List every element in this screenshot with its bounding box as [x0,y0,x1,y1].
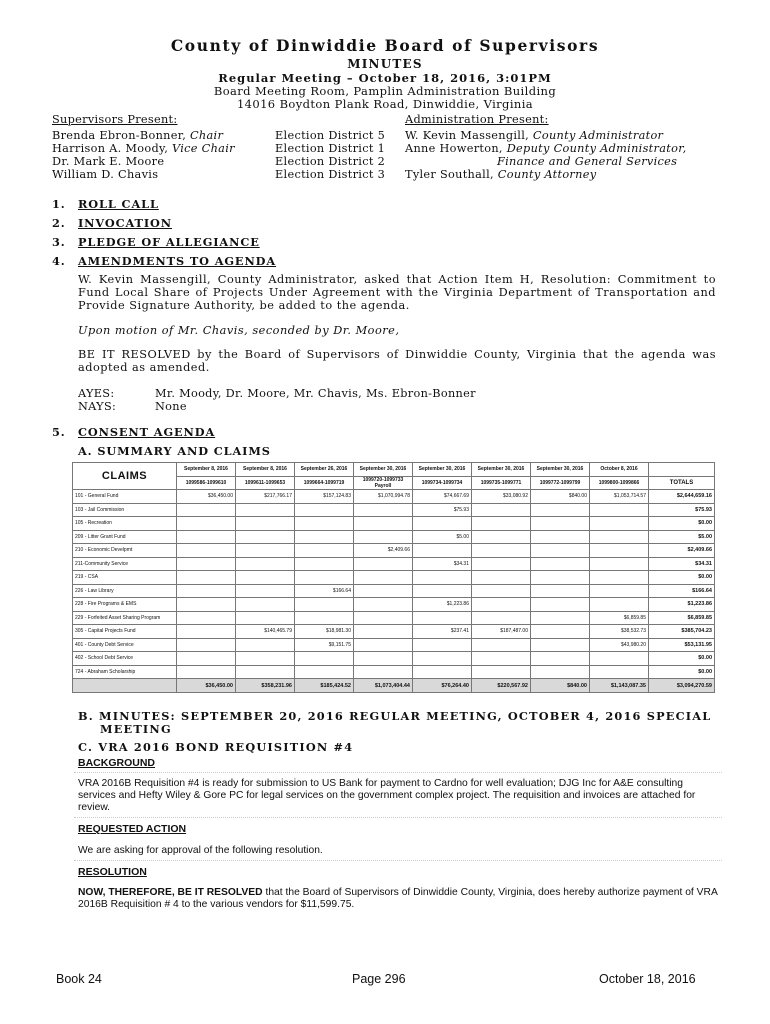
table-row [73,665,715,679]
amount-cell [236,638,295,652]
amount-cell [531,625,590,639]
amount-cell [590,544,649,558]
section-pledge: 3. PLEDGE OF ALLEGIANCE [52,235,260,249]
row-total-cell: $385,704.23 [649,625,715,639]
divider [74,817,722,819]
admin-name: Finance and General Services [497,155,678,168]
column-date: September 30, 2016 [413,463,472,477]
supervisor-name: Dr. Mark E. Moore [52,155,165,168]
column-date: September 26, 2016 [295,463,354,477]
amount-cell [236,544,295,558]
vra-item-heading: C. VRA 2016 BOND REQUISITION #4 [78,740,354,754]
amount-cell [236,557,295,571]
amount-cell [236,571,295,585]
amount-cell: $38,532.73 [590,625,649,639]
table-row [73,530,715,544]
amount-cell [177,557,236,571]
amount-cell [177,517,236,531]
amount-cell [354,571,413,585]
table-row [73,625,715,639]
amount-cell [413,652,472,666]
amount-cell: $237.41 [413,625,472,639]
amount-cell [236,584,295,598]
requested-action-heading: REQUESTED ACTION [78,823,187,835]
column-range: 1099611-1099653 [236,476,295,490]
address-line: 14016 Boydton Plank Road, Dinwiddie, Virginia [236,97,534,111]
column-date: October 8, 2016 [590,463,649,477]
footer-date: October 18, 2016 [599,972,696,986]
row-total-cell: $0.00 [649,652,715,666]
amount-cell [295,503,354,517]
fund-name-cell: 401 - County Debt Service [73,638,177,652]
fund-name-cell: 228 - Fire Programs & EMS [73,598,177,612]
amount-cell [531,611,590,625]
amount-cell [531,530,590,544]
amount-cell [590,517,649,531]
amount-cell [531,557,590,571]
table-row [73,638,715,652]
supervisor-name: Harrison A. Moody, Vice Chair [52,142,235,155]
amount-cell: $18,981.30 [295,625,354,639]
amount-cell: $157,124.83 [295,490,354,504]
resolution-text: NOW, THEREFORE, BE IT RESOLVED that the Board of Supervisors of Dinwiddie County, Virginia, does hereby authorize payment of VRA 2016B Requisition # 4 to the various vendors for $11,599.75. [78,887,718,910]
amount-cell: $187,487.00 [472,625,531,639]
amount-cell [472,557,531,571]
row-total-cell: $0.00 [649,665,715,679]
grand-total-cell: $1,073,404.44 [354,679,413,693]
amount-cell [413,517,472,531]
amount-cell [472,652,531,666]
claims-table [72,462,715,693]
amount-cell [413,571,472,585]
column-totals: TOTALS [649,476,715,490]
amount-cell: $33,080.92 [472,490,531,504]
amount-cell [472,665,531,679]
summary-claims-heading: A. SUMMARY AND CLAIMS [78,444,271,458]
fund-name-cell: 229 - Forfeited Asset Sharing Program [73,611,177,625]
row-total-cell: $0.00 [649,571,715,585]
table-row [73,598,715,612]
amount-cell: $166.64 [295,584,354,598]
amount-cell [177,652,236,666]
grand-total-cell: $840.00 [531,679,590,693]
amount-cell [472,638,531,652]
table-row [73,490,715,504]
amount-cell [472,530,531,544]
column-date: September 8, 2016 [177,463,236,477]
amount-cell: $34.31 [413,557,472,571]
fund-name-cell: 211-Community Service [73,557,177,571]
amount-cell [531,598,590,612]
ayes-label: AYES: [78,387,115,400]
fund-name-cell: 219 - CSA [73,571,177,585]
row-total-cell: $34.31 [649,557,715,571]
claims-grand-total-row [73,679,715,693]
amount-cell [590,530,649,544]
amount-cell [236,665,295,679]
fund-name-cell: 103 - Jail Commission [73,503,177,517]
fund-name-cell: 210 - Economic Develpmt [73,544,177,558]
amount-cell [177,544,236,558]
grand-total-cell: $185,424.52 [295,679,354,693]
column-range: 1099586-1099610 [177,476,236,490]
meeting-line: Regular Meeting – October 18, 2016, 3:01PM [218,71,552,85]
amount-cell [236,611,295,625]
amount-cell [177,530,236,544]
amount-cell [531,503,590,517]
room-line: Board Meeting Room, Pamplin Administration Building [213,84,557,98]
table-row [73,517,715,531]
supervisors-label: Supervisors Present: [52,113,178,126]
column-range: 1099664-1099719 [295,476,354,490]
section-roll-call: 1. ROLL CALL [52,197,159,211]
amount-cell [590,557,649,571]
supervisor-name: Brenda Ebron-Bonner, Chair [52,129,224,142]
district-label: Election District 5 [275,129,386,142]
amount-cell: $43,980.20 [590,638,649,652]
amount-cell: $140,465.79 [236,625,295,639]
amount-cell [177,598,236,612]
amount-cell [354,625,413,639]
amount-cell [354,517,413,531]
amount-cell [177,584,236,598]
amount-cell [177,571,236,585]
column-range: 1099720-1099733 Payroll [354,476,413,490]
amount-cell: $217,766.17 [236,490,295,504]
grand-total-value: $3,094,270.59 [649,679,715,693]
amount-cell [413,638,472,652]
amount-cell: $2,409.66 [354,544,413,558]
row-total-cell: $166.64 [649,584,715,598]
section-amendments: 4. AMENDMENTS TO AGENDA [52,254,277,268]
amount-cell [295,598,354,612]
amount-cell [590,571,649,585]
amount-cell [295,611,354,625]
row-total-cell: $2,644,659.16 [649,490,715,504]
amount-cell [354,557,413,571]
amount-cell [531,584,590,598]
column-date: September 30, 2016 [531,463,590,477]
resolved-paragraph: BE IT RESOLVED by the Board of Supervisors of Dinwiddie County, Virginia that the agenda was adopted as amended. [78,348,716,374]
district-label: Election District 1 [275,142,386,155]
amount-cell [354,611,413,625]
amount-cell [177,503,236,517]
amount-cell [531,638,590,652]
table-row [73,557,715,571]
amount-cell [354,598,413,612]
amount-cell [472,503,531,517]
amount-cell: $9,151.75 [295,638,354,652]
amount-cell: $840.00 [531,490,590,504]
amount-cell [531,544,590,558]
table-row [73,571,715,585]
amount-cell: $36,450.00 [177,490,236,504]
page-title: County of Dinwiddie Board of Supervisors [170,36,600,55]
supervisor-name: William D. Chavis [52,168,159,181]
amount-cell [295,652,354,666]
minutes-item-heading-cont: MEETING [100,722,172,736]
amount-cell [177,665,236,679]
fund-name-cell: 724 - Abraham Scholarship [73,665,177,679]
amount-cell: $75.93 [413,503,472,517]
minutes-heading: MINUTES [347,57,423,71]
amount-cell [590,652,649,666]
motion-line: Upon motion of Mr. Chavis, seconded by Dr. Moore, [78,324,400,337]
amount-cell [236,530,295,544]
amount-cell: $1,223.86 [413,598,472,612]
admin-name: W. Kevin Massengill, County Administrator [405,129,664,142]
column-totals-blank [649,463,715,477]
footer-book: Book 24 [56,972,102,986]
column-range: 1099800-1099866 [590,476,649,490]
section-invocation: 2. INVOCATION [52,216,173,230]
table-row [73,611,715,625]
amount-cell [354,652,413,666]
background-heading: BACKGROUND [78,757,155,769]
admin-name: Tyler Southall, County Attorney [405,168,597,181]
nays-label: NAYS: [78,400,117,413]
amount-cell [295,544,354,558]
amount-cell [413,611,472,625]
column-date: September 8, 2016 [236,463,295,477]
amount-cell: $6,859.85 [590,611,649,625]
amendment-paragraph: W. Kevin Massengill, County Administrator, asked that Action Item H, Resolution: Commitment to Fund Local Share of Projects Under Agreement with the Virginia Department of Transportation and Provide Signature Authority, be added to the agenda. [78,273,716,312]
amount-cell [531,652,590,666]
amount-cell [177,625,236,639]
footer-page: Page 296 [352,972,406,986]
background-text: VRA 2016B Requisition #4 is ready for submission to US Bank for payment to Cardno for well evaluation; DJG Inc for A&E consulting services and Hefty Wiley & Gore PC for legal services on the government complex project. The requisition and invoices are attached for review. [78,778,696,813]
amount-cell [236,503,295,517]
fund-name-cell: 305 - Capital Projects Fund [73,625,177,639]
amount-cell: $74,667.69 [413,490,472,504]
amount-cell [413,584,472,598]
row-total-cell: $1,223.86 [649,598,715,612]
amount-cell [295,557,354,571]
admin-name: Anne Howerton, Deputy County Administrator, [405,142,687,155]
amount-cell [472,544,531,558]
table-row [73,544,715,558]
row-total-cell: $5.00 [649,530,715,544]
row-total-cell: $53,131.95 [649,638,715,652]
amount-cell [590,598,649,612]
column-date: September 30, 2016 [354,463,413,477]
amount-cell [295,571,354,585]
row-total-cell: $0.00 [649,517,715,531]
amount-cell [295,530,354,544]
amount-cell [295,665,354,679]
amount-cell [472,584,531,598]
claims-caption: CLAIMS [73,463,177,490]
table-row [73,584,715,598]
amount-cell [590,665,649,679]
table-row [73,652,715,666]
table-row [73,503,715,517]
amount-cell [472,598,531,612]
amount-cell [295,517,354,531]
amount-cell [472,517,531,531]
amount-cell [590,503,649,517]
row-total-cell: $75.93 [649,503,715,517]
column-range: 1099734-1099734 [413,476,472,490]
admin-label: Administration Present: [405,113,549,126]
fund-name-cell: 105 - Recreation [73,517,177,531]
amount-cell [177,611,236,625]
amount-cell [413,544,472,558]
ayes-value: Mr. Moody, Dr. Moore, Mr. Chavis, Ms. Ebron-Bonner [155,387,476,400]
grand-total-cell: $358,231.96 [236,679,295,693]
amount-cell [413,665,472,679]
column-range: 1099772-1099799 [531,476,590,490]
fund-name-cell: 402 - School Debt Service [73,652,177,666]
amount-cell [354,503,413,517]
amount-cell [236,517,295,531]
amount-cell [354,638,413,652]
amount-cell [472,611,531,625]
district-label: Election District 3 [275,168,386,181]
amount-cell [531,517,590,531]
fund-name-cell: 209 - Litter Grant Fund [73,530,177,544]
grand-total-cell: $36,450.00 [177,679,236,693]
amount-cell [177,638,236,652]
row-total-cell: $6,859.85 [649,611,715,625]
section-consent: 5. CONSENT AGENDA [52,425,216,439]
column-range: 1099735-1099771 [472,476,531,490]
district-label: Election District 2 [275,155,386,168]
amount-cell [236,598,295,612]
grand-total-cell: $220,567.92 [472,679,531,693]
fund-name-cell: 101 - General Fund [73,490,177,504]
nays-value: None [155,400,187,413]
amount-cell [590,584,649,598]
amount-cell [531,571,590,585]
amount-cell [472,571,531,585]
column-date: September 30, 2016 [472,463,531,477]
divider [74,860,722,862]
divider [74,772,722,774]
row-total-cell: $2,409.66 [649,544,715,558]
grand-total-cell: $76,264.40 [413,679,472,693]
amount-cell [236,652,295,666]
requested-action-text: We are asking for approval of the following resolution. [78,845,323,856]
fund-name-cell: 226 - Law Library [73,584,177,598]
amount-cell [354,584,413,598]
amount-cell: $1,070,994.78 [354,490,413,504]
resolution-heading: RESOLUTION [78,866,147,878]
grand-total-cell: $1,143,087.35 [590,679,649,693]
amount-cell [531,665,590,679]
grand-total-label-cell [73,679,177,693]
claims-date-row [73,463,715,477]
amount-cell: $5.00 [413,530,472,544]
amount-cell [354,530,413,544]
amount-cell: $1,053,714.57 [590,490,649,504]
minutes-item-heading: B. MINUTES: SEPTEMBER 20, 2016 REGULAR MEETING, OCTOBER 4, 2016 SPECIAL [78,709,712,723]
amount-cell [354,665,413,679]
